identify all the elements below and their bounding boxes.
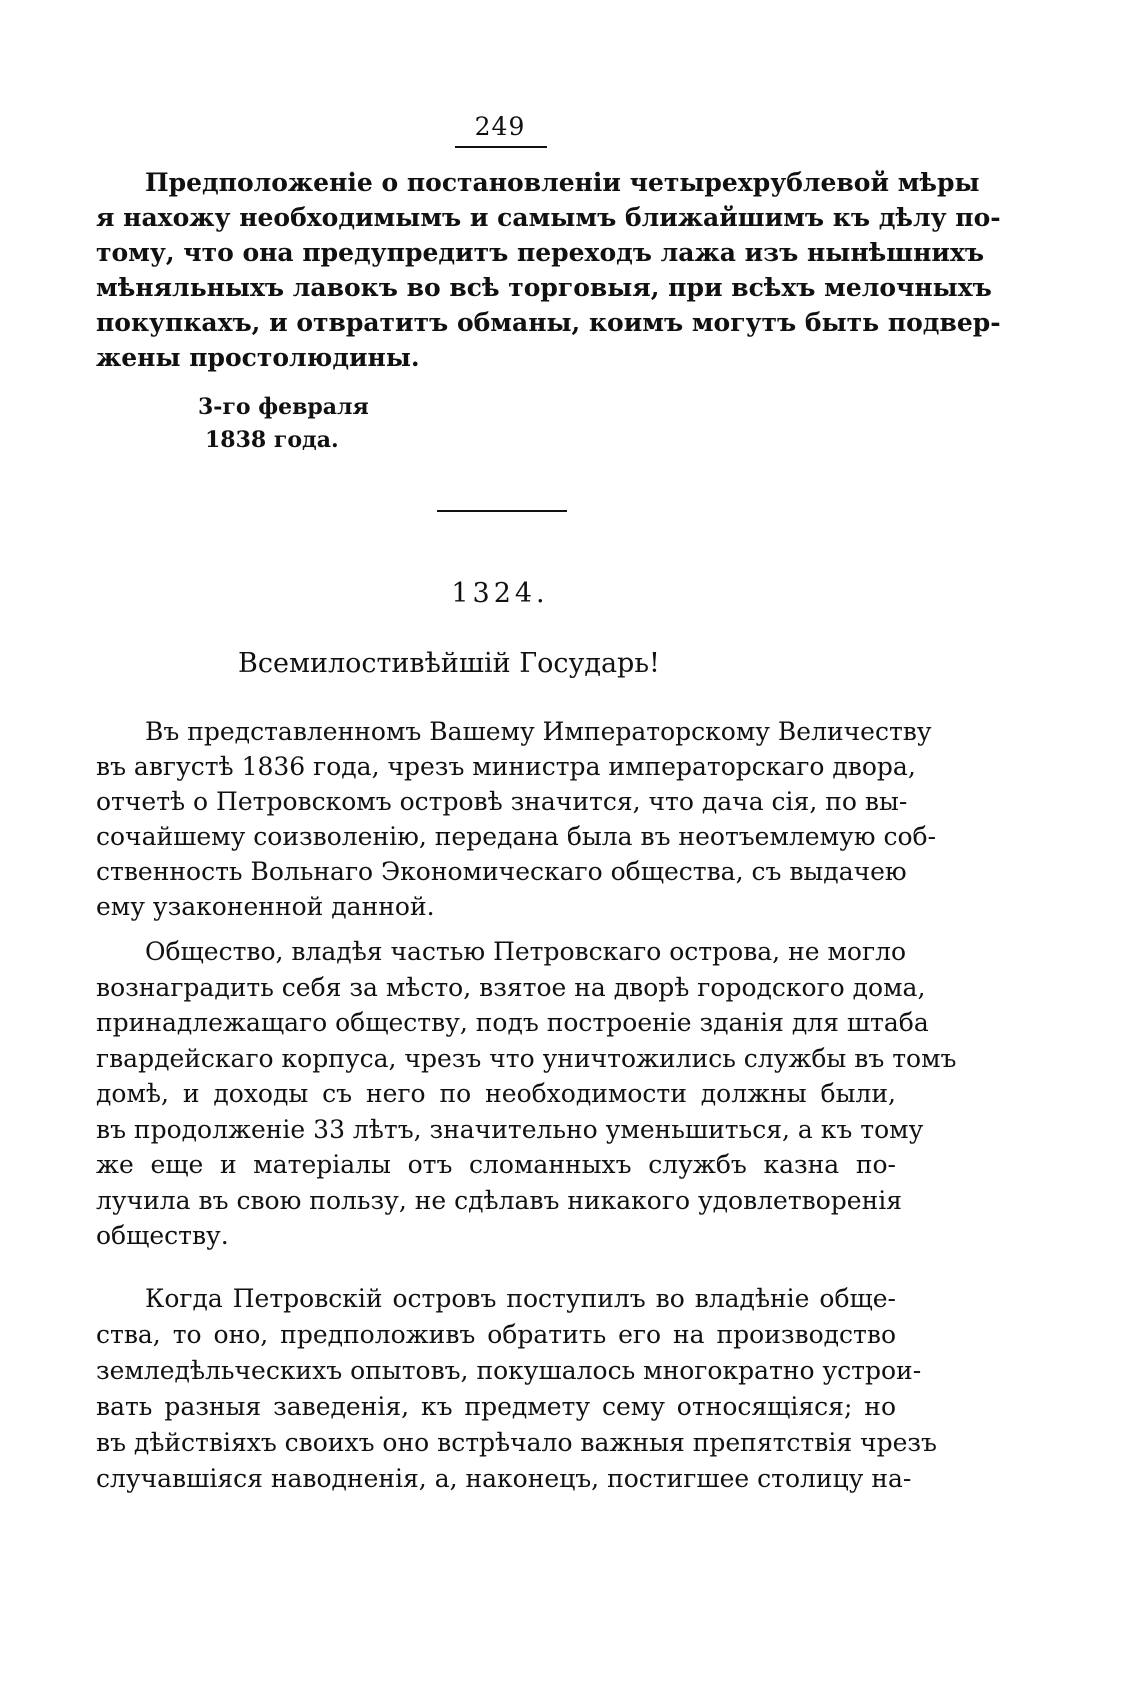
top-paragraph-line-1: Предположеніе о постановленіи четырехрублевой мѣры bbox=[145, 168, 980, 197]
section-divider bbox=[437, 510, 567, 512]
paragraph-1-line-6: ему узаконенной данной. bbox=[96, 892, 435, 921]
paragraph-2-line-9: обществу. bbox=[96, 1221, 229, 1250]
page-number: 249 bbox=[474, 112, 526, 141]
paragraph-3-line-6: случавшіяся наводненія, а, наконецъ, постигшее столицу на- bbox=[96, 1464, 912, 1493]
paragraph-1-line-5: ственность Вольнаго Экономическаго общества, съ выдачею bbox=[96, 857, 907, 886]
paragraph-1-line-2: въ августѣ 1836 года, чрезъ министра императорскаго двора, bbox=[96, 752, 916, 781]
paragraph-3-line-1: Когда Петровскій островъ поступилъ во владѣніе обще- bbox=[145, 1284, 896, 1313]
paragraph-2-line-5: домѣ, и доходы съ него по необходимости должны были, bbox=[96, 1079, 896, 1108]
date-line-1: 3-го февраля bbox=[198, 394, 369, 420]
salutation: Всемилостивѣйшій Государь! bbox=[238, 648, 660, 679]
paragraph-2-line-4: гвардейскаго корпуса, чрезъ что уничтожились службы въ томъ bbox=[96, 1044, 957, 1073]
paragraph-3-line-2: ства, то оно, предположивъ обратить его на производство bbox=[96, 1320, 896, 1349]
document-number: 1324. bbox=[451, 578, 549, 609]
top-paragraph-line-3: тому, что она предупредитъ переходъ лажа изъ нынѣшнихъ bbox=[96, 238, 985, 267]
paragraph-2-line-7: же еще и матеріалы отъ сломанныхъ службъ казна по- bbox=[96, 1150, 896, 1179]
paragraph-3-line-5: въ дѣйствіяхъ своихъ оно встрѣчало важныя препятствія чрезъ bbox=[96, 1428, 937, 1457]
page-number-underline bbox=[455, 146, 547, 148]
top-paragraph-line-2: я нахожу необходимымъ и самымъ ближайшимъ къ дѣлу по- bbox=[96, 203, 1001, 232]
top-paragraph-line-4: мѣняльныхъ лавокъ во всѣ торговыя, при всѣхъ мелочныхъ bbox=[96, 273, 992, 302]
date-line-2: 1838 года. bbox=[205, 427, 339, 453]
top-paragraph-line-6: жены простолюдины. bbox=[96, 343, 420, 372]
paragraph-2-line-8: лучила въ свою пользу, не сдѣлавъ никакого удовлетворенія bbox=[96, 1186, 903, 1215]
paragraph-3-line-3: земледѣльческихъ опытовъ, покушалось многократно устрои- bbox=[96, 1356, 922, 1385]
paragraph-2-line-3: принадлежащаго обществу, подъ построеніе зданія для штаба bbox=[96, 1008, 929, 1037]
paragraph-3-line-4: вать разныя заведенія, къ предмету сему относящіяся; но bbox=[96, 1392, 896, 1421]
paragraph-1-line-4: сочайшему соизволенію, передана была въ неотъемлемую соб- bbox=[96, 822, 937, 851]
top-paragraph-line-5: покупкахъ, и отвратитъ обманы, коимъ могутъ быть подвер- bbox=[96, 308, 1001, 337]
paragraph-2-line-6: въ продолженіе 33 лѣтъ, значительно уменьшиться, а къ тому bbox=[96, 1115, 924, 1144]
paragraph-1-line-1: Въ представленномъ Вашему Императорскому Величеству bbox=[145, 717, 932, 746]
paragraph-2-line-1: Общество, владѣя частью Петровскаго острова, не могло bbox=[145, 937, 906, 966]
paragraph-1-line-3: отчетѣ о Петровскомъ островѣ значится, что дача сія, по вы- bbox=[96, 787, 908, 816]
paragraph-2-line-2: вознаградить себя за мѣсто, взятое на дворѣ городского дома, bbox=[96, 973, 926, 1002]
